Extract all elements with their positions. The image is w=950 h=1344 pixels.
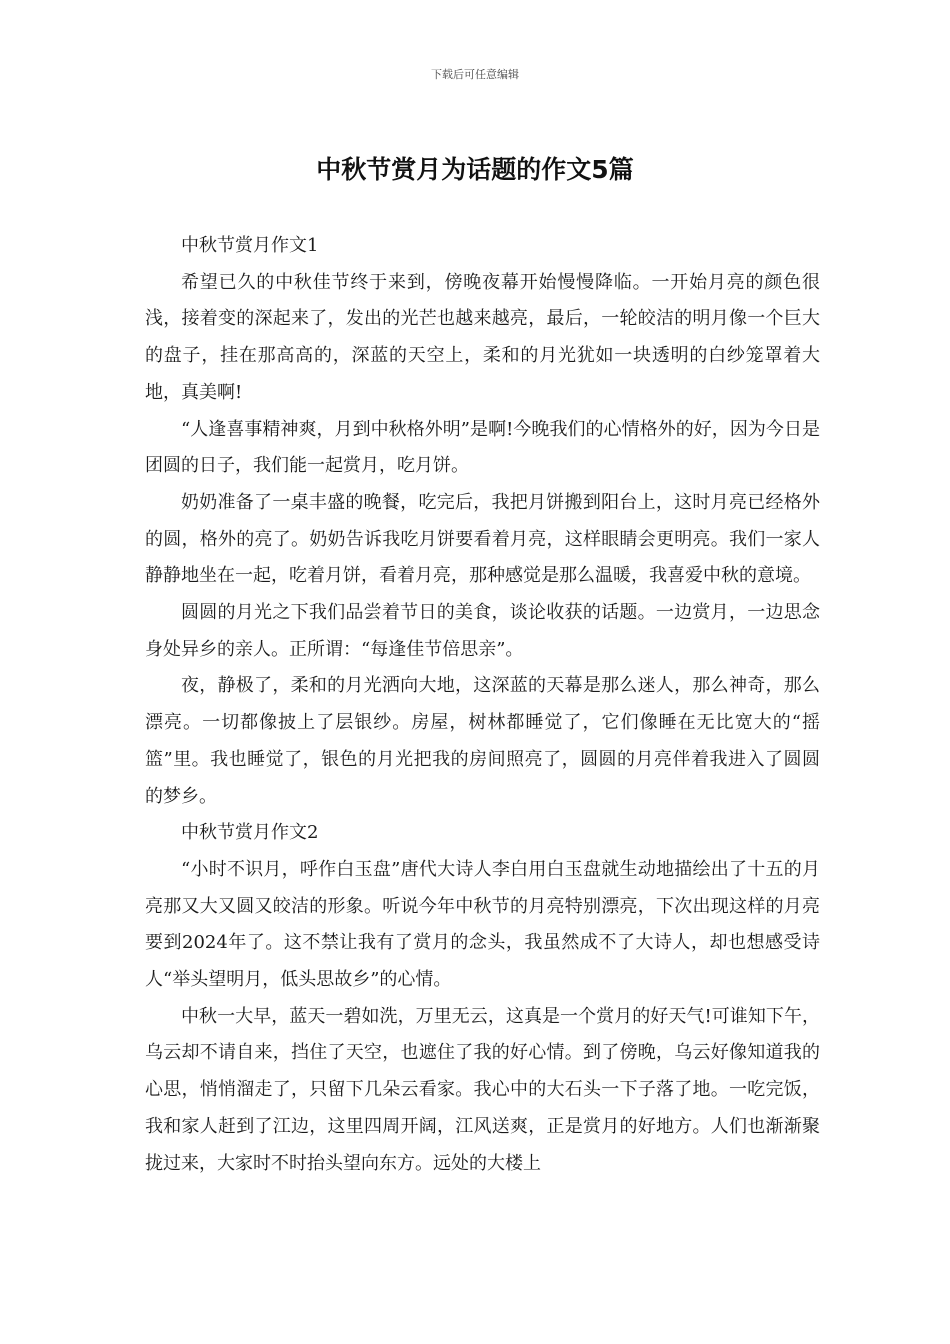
paragraph: 圆圆的月光之下我们品尝着节日的美食，谈论收获的话题。一边赏月，一边思念身处异乡的亲人。正所谓：“每逢佳节倍思亲”。 — [145, 602, 820, 660]
section-heading-1: 中秋节赏月作文1 — [181, 235, 319, 256]
paragraph: 中秋一大早，蓝天一碧如洗，万里无云，这真是一个赏月的好天气!可谁知下午，乌云却不请自来，挡住了天空，也遮住了我的好心情。到了傍晚，乌云好像知道我的心思，悄悄溜走了，只留下几朵云看家。我心中的大石头一下子落了地。一吃完饭，我和家人赶到了江边，这里四周开阔，江风送爽，正是赏月的好地方。人们也渐渐聚拢过来，大家时不时抬头望向东方。远处的大楼上 — [145, 1005, 820, 1174]
document-body — [145, 228, 820, 1182]
paragraph: “小时不识月，呼作白玉盘”唐代大诗人李白用白玉盘就生动地描绘出了十五的月亮那又大又圆又皎洁的形象。听说今年中秋节的月亮特别漂亮，下次出现这样的月亮要到2024年了。这不禁让我有了赏月的念头，我虽然成不了大诗人，却也想感受诗人“举头望明月，低头思故乡”的心情。 — [145, 858, 820, 991]
document-title: 中秋节赏月为话题的作文5篇 — [316, 155, 634, 184]
paragraph: 奶奶准备了一桌丰盛的晚餐，吃完后，我把月饼搬到阳台上，这时月亮已经格外的圆，格外的亮了。奶奶告诉我吃月饼要看着月亮，这样眼睛会更明亮。我们一家人静静地坐在一起，吃着月饼，看着月亮，那种感觉是那么温暖，我喜爱中秋的意境。 — [145, 491, 820, 587]
paragraph: “人逢喜事精神爽，月到中秋格外明”是啊!今晚我们的心情格外的好，因为今日是团圆的日子，我们能一起赏月，吃月饼。 — [145, 418, 820, 477]
paragraph: 希望已久的中秋佳节终于来到，傍晚夜幕开始慢慢降临。一开始月亮的颜色很浅，接着变的深起来了，发出的光芒也越来越亮，最后，一轮皎洁的明月像一个巨大的盘子，挂在那高高的，深蓝的天空上，柔和的月光犹如一块透明的白纱笼罩着大地，真美啊! — [145, 271, 820, 403]
section-heading-2: 中秋节赏月作文2 — [181, 822, 319, 844]
page-header-note: 下载后可任意编辑 — [431, 68, 519, 81]
paragraph: 夜，静极了，柔和的月光洒向大地，这深蓝的天幕是那么迷人，那么神奇，那么漂亮。一切都像披上了层银纱。房屋，树林都睡觉了，它们像睡在无比宽大的“摇篮”里。我也睡觉了，银色的月光把我的房间照亮了，圆圆的月亮伴着我进入了圆圆的梦乡。 — [145, 675, 820, 807]
